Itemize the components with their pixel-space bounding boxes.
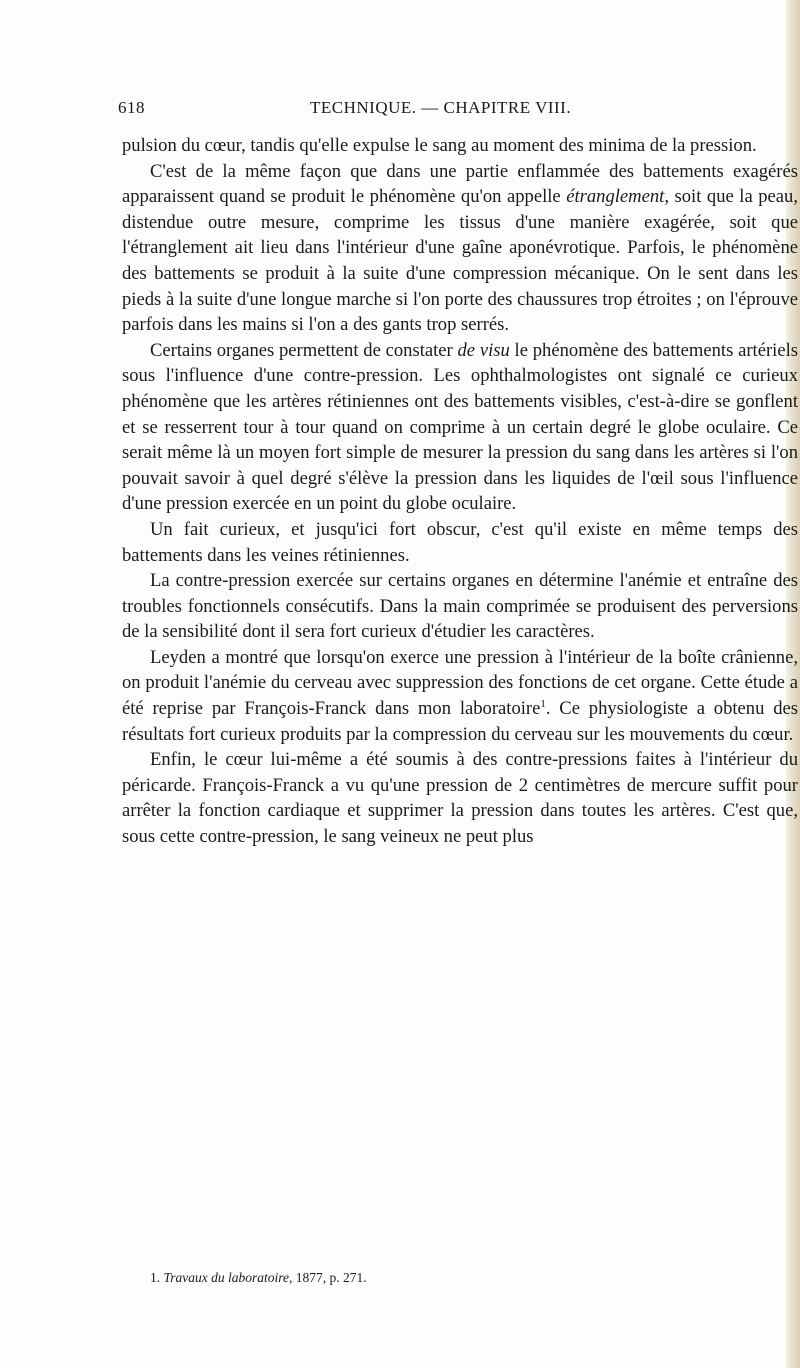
body-text — [122, 133, 798, 850]
paragraph-anemie — [122, 568, 798, 645]
paragraph-veines — [122, 517, 798, 568]
chapter-header: TECHNIQUE. — CHAPITRE VIII. — [310, 98, 572, 117]
footnote-marker: 1 — [540, 697, 546, 710]
paragraph-text: Certains organes permettent de constater — [150, 339, 458, 361]
paragraph-text: Leyden a montré que lorsqu'on exerce une pression à l'intérieur de la boîte crânienne, on produit l'anémie du cerveau avec suppression des fonctions de cet organe. Cette étude a été reprise par François-Franck dans mon laboratoire — [122, 646, 798, 720]
italic-term: étranglement — [566, 186, 665, 208]
paragraph-continuation — [122, 133, 798, 159]
footnote-number: 1. — [150, 1270, 161, 1285]
paragraph-text: , soit que la peau, distendue outre mesure, comprime les tissus d'une manière exagérée, soit que l'étranglement ait lieu dans l'intérieur d'une gaîne aponévrotique. Parfois, le phénomène des battements se produit à la suite d'une compression mécanique. On le sent dans les pieds à la suite d'une longue marche si l'on porte des chaussures trop étroites ; on l'éprouve parfois dans les mains si l'on a des gants trop serrés. — [122, 186, 798, 336]
paragraph-leyden — [122, 645, 798, 747]
paragraph-text: le phénomène des battements artériels sous l'influence d'une contre-pression. Les ophthalmologistes ont signalé ce curieux phénomène que les artères rétiniennes ont des battements visibles, c'est-à-dire se gonflent et se resserrent tour à tour quand on comprime à un certain degré le globe oculaire. Ce serait même là un moyen fort simple de mesurer la pression du sang dans les artères si l'on pouvait savoir à quel degré s'élève la pression dans les liquides de l'œil sous l'influence d'une pression exercée en un point du globe oculaire. — [122, 339, 798, 515]
paragraph-etranglement — [122, 159, 798, 338]
paragraph-text: La contre-pression exercée sur certains organes en détermine l'anémie et entraîne des troubles fonctionnels consécutifs. Dans la main comprimée se produisent des perversions de la sensibilité dont il sera fort curieux d'étudier les caractères. — [122, 570, 798, 643]
page-number: 618 — [118, 98, 145, 117]
footnote-title: Travaux du laboratoire — [163, 1270, 290, 1285]
footnote — [150, 1270, 770, 1286]
paragraph-text: . Ce physiologiste a obtenu des résultats fort curieux produits par la compression du cerveau sur les mouvements du cœur. — [122, 698, 798, 745]
paragraph-de-visu — [122, 338, 798, 517]
paragraph-text: Un fait curieux, et jusqu'ici fort obscur, c'est qu'il existe en même temps des battements dans les veines rétiniennes. — [122, 518, 798, 566]
running-head — [118, 98, 790, 126]
paragraph-text: pulsion du cœur, tandis qu'elle expulse le sang au moment des minima de la pression. — [122, 135, 757, 156]
paragraph-pericarde — [122, 747, 798, 849]
paragraph-text: Enfin, le cœur lui-même a été soumis à des contre-pressions faites à l'intérieur du péricarde. François-Franck a vu qu'une pression de 2 centimètres de mercure suffit pour arrêter la fonction cardiaque et supprimer la pression dans toutes les artères. C'est que, sous cette contre-pression, le sang veineux ne peut plus — [122, 749, 798, 848]
footnote-reference: , 1877, p. 271. — [289, 1270, 367, 1285]
italic-term: de visu — [457, 339, 510, 361]
paragraph-text: C'est de la même façon que dans une partie enflammée des battements exagérés apparaissent quand se produit le phénomène qu'on appelle — [122, 160, 798, 208]
